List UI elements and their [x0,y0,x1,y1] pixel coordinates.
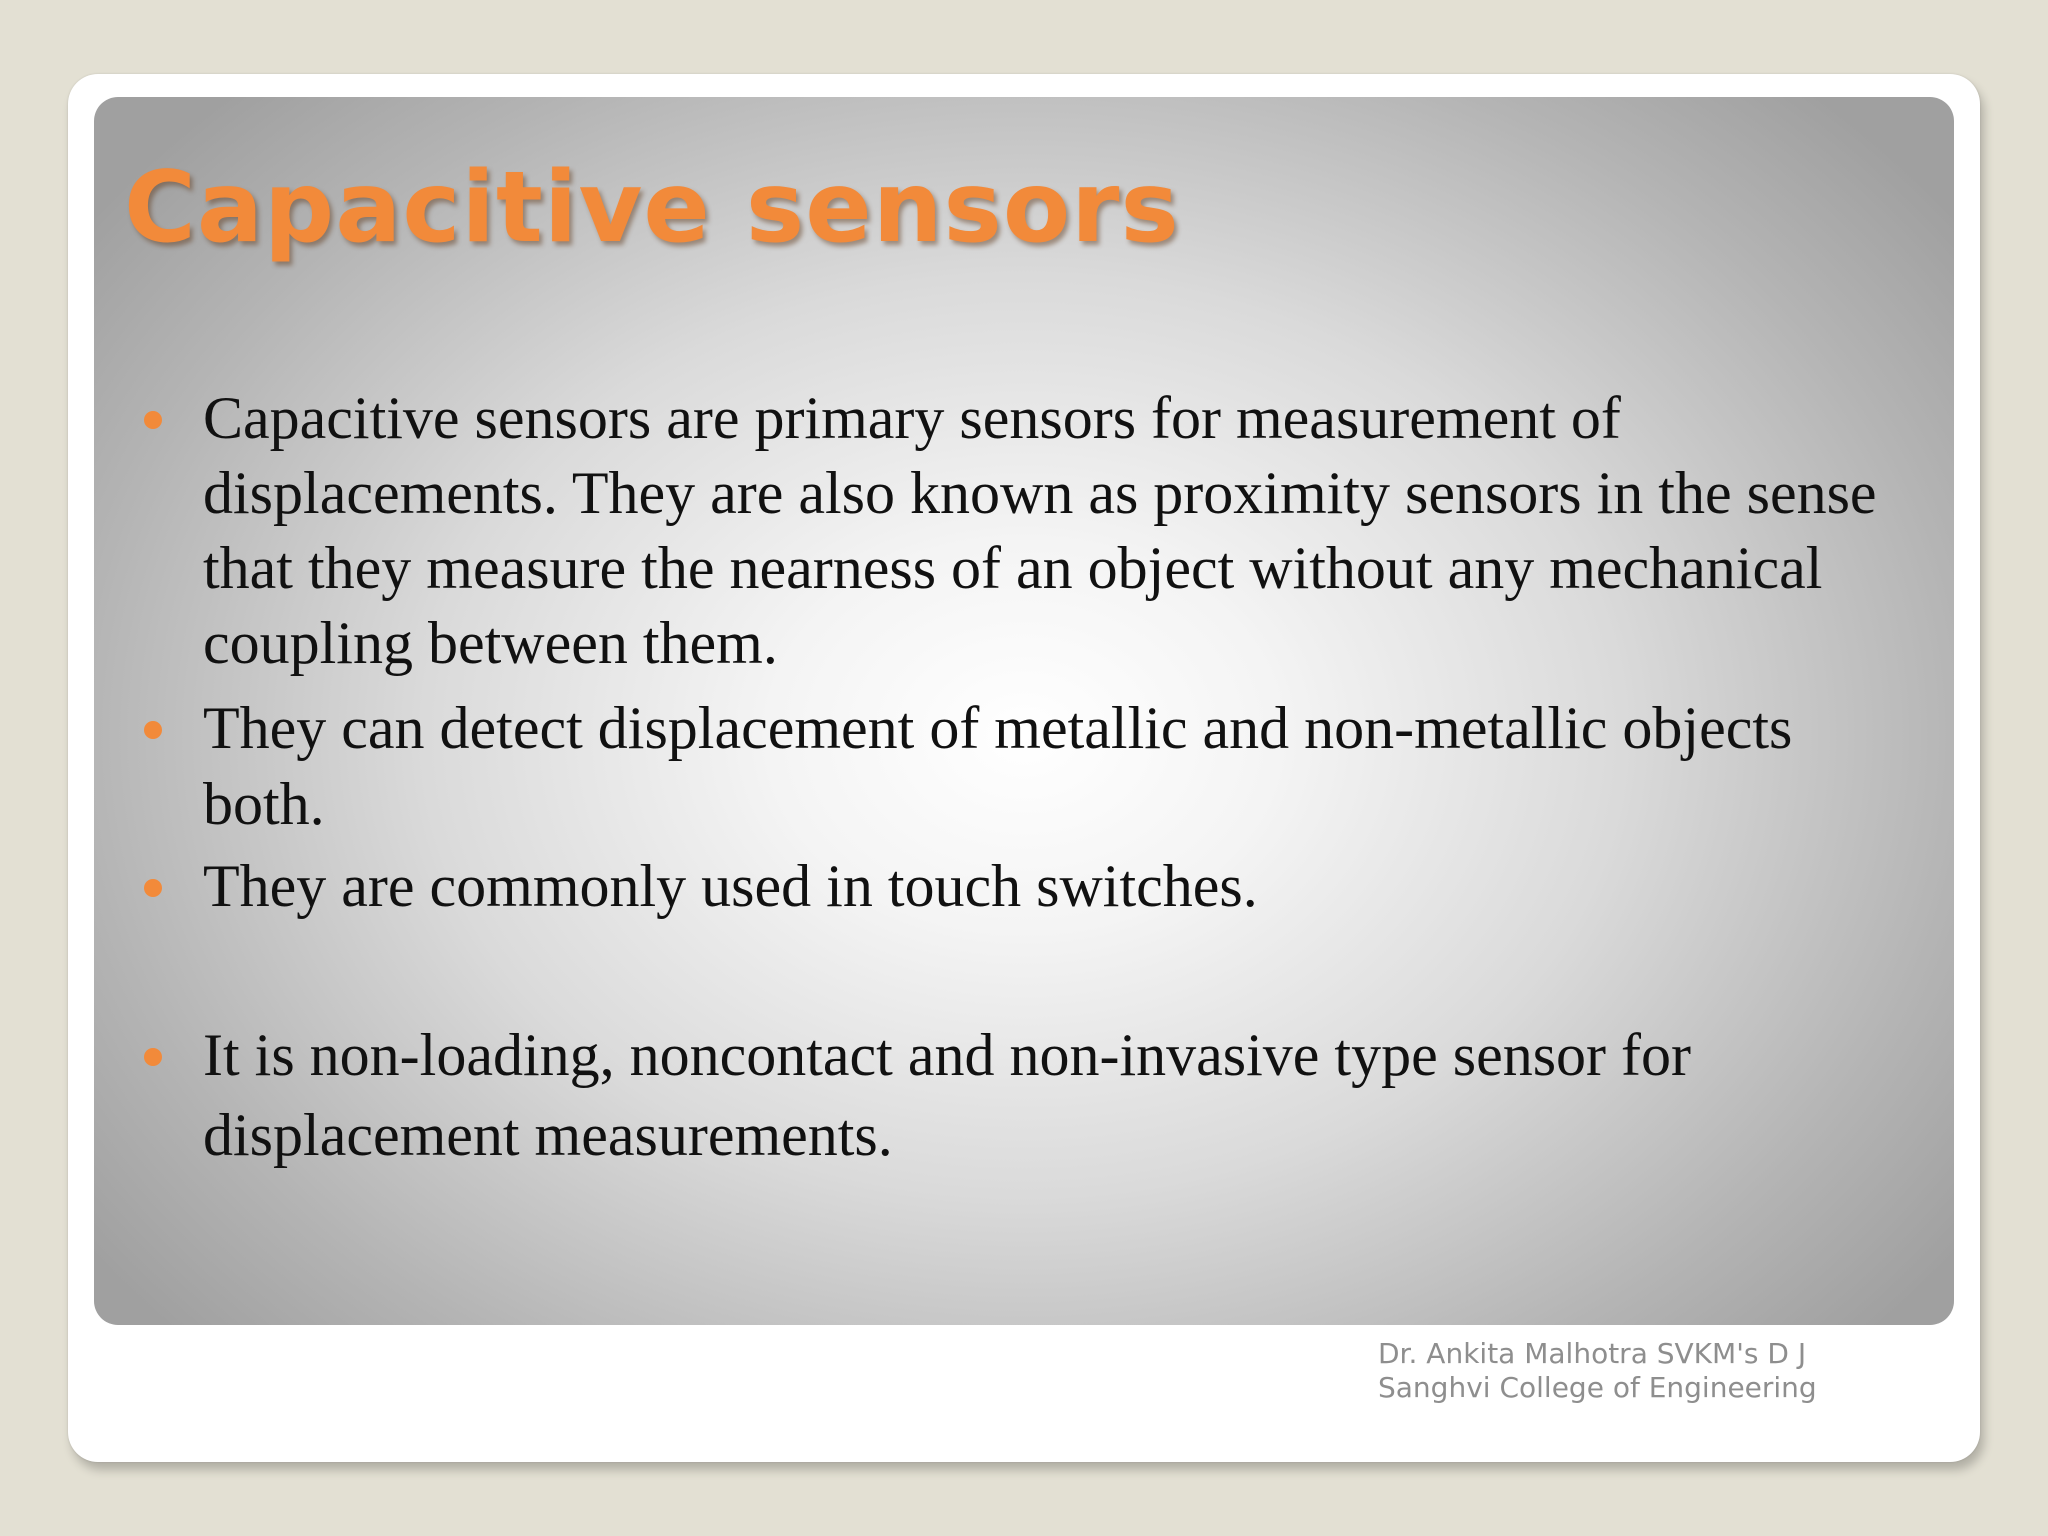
bullet-dot-icon [144,879,162,897]
bullet-text: It is non-loading, noncontact and non-invasive type sensor for displacement measurements. [203,1022,1691,1168]
bullet-text: They are commonly used in touch switches. [203,853,1258,919]
bullet-dot-icon [144,411,162,429]
footer-credit: Dr. Ankita Malhotra SVKM's D J Sanghvi College of Engineering [1378,1337,1817,1404]
bullet-text: Capacitive sensors are primary sensors for measurement of displacements. They are also known as proximity sensors in the sense that they measure the nearness of an object without any mechanical coupling between them. [203,385,1877,676]
bullet-text: They can detect displacement of metallic and non-metallic objects both. [203,695,1793,837]
bullet-dot-icon [144,1048,162,1066]
bullet-dot-icon [144,721,162,739]
slide-title: Capacitive sensors [124,151,1180,265]
